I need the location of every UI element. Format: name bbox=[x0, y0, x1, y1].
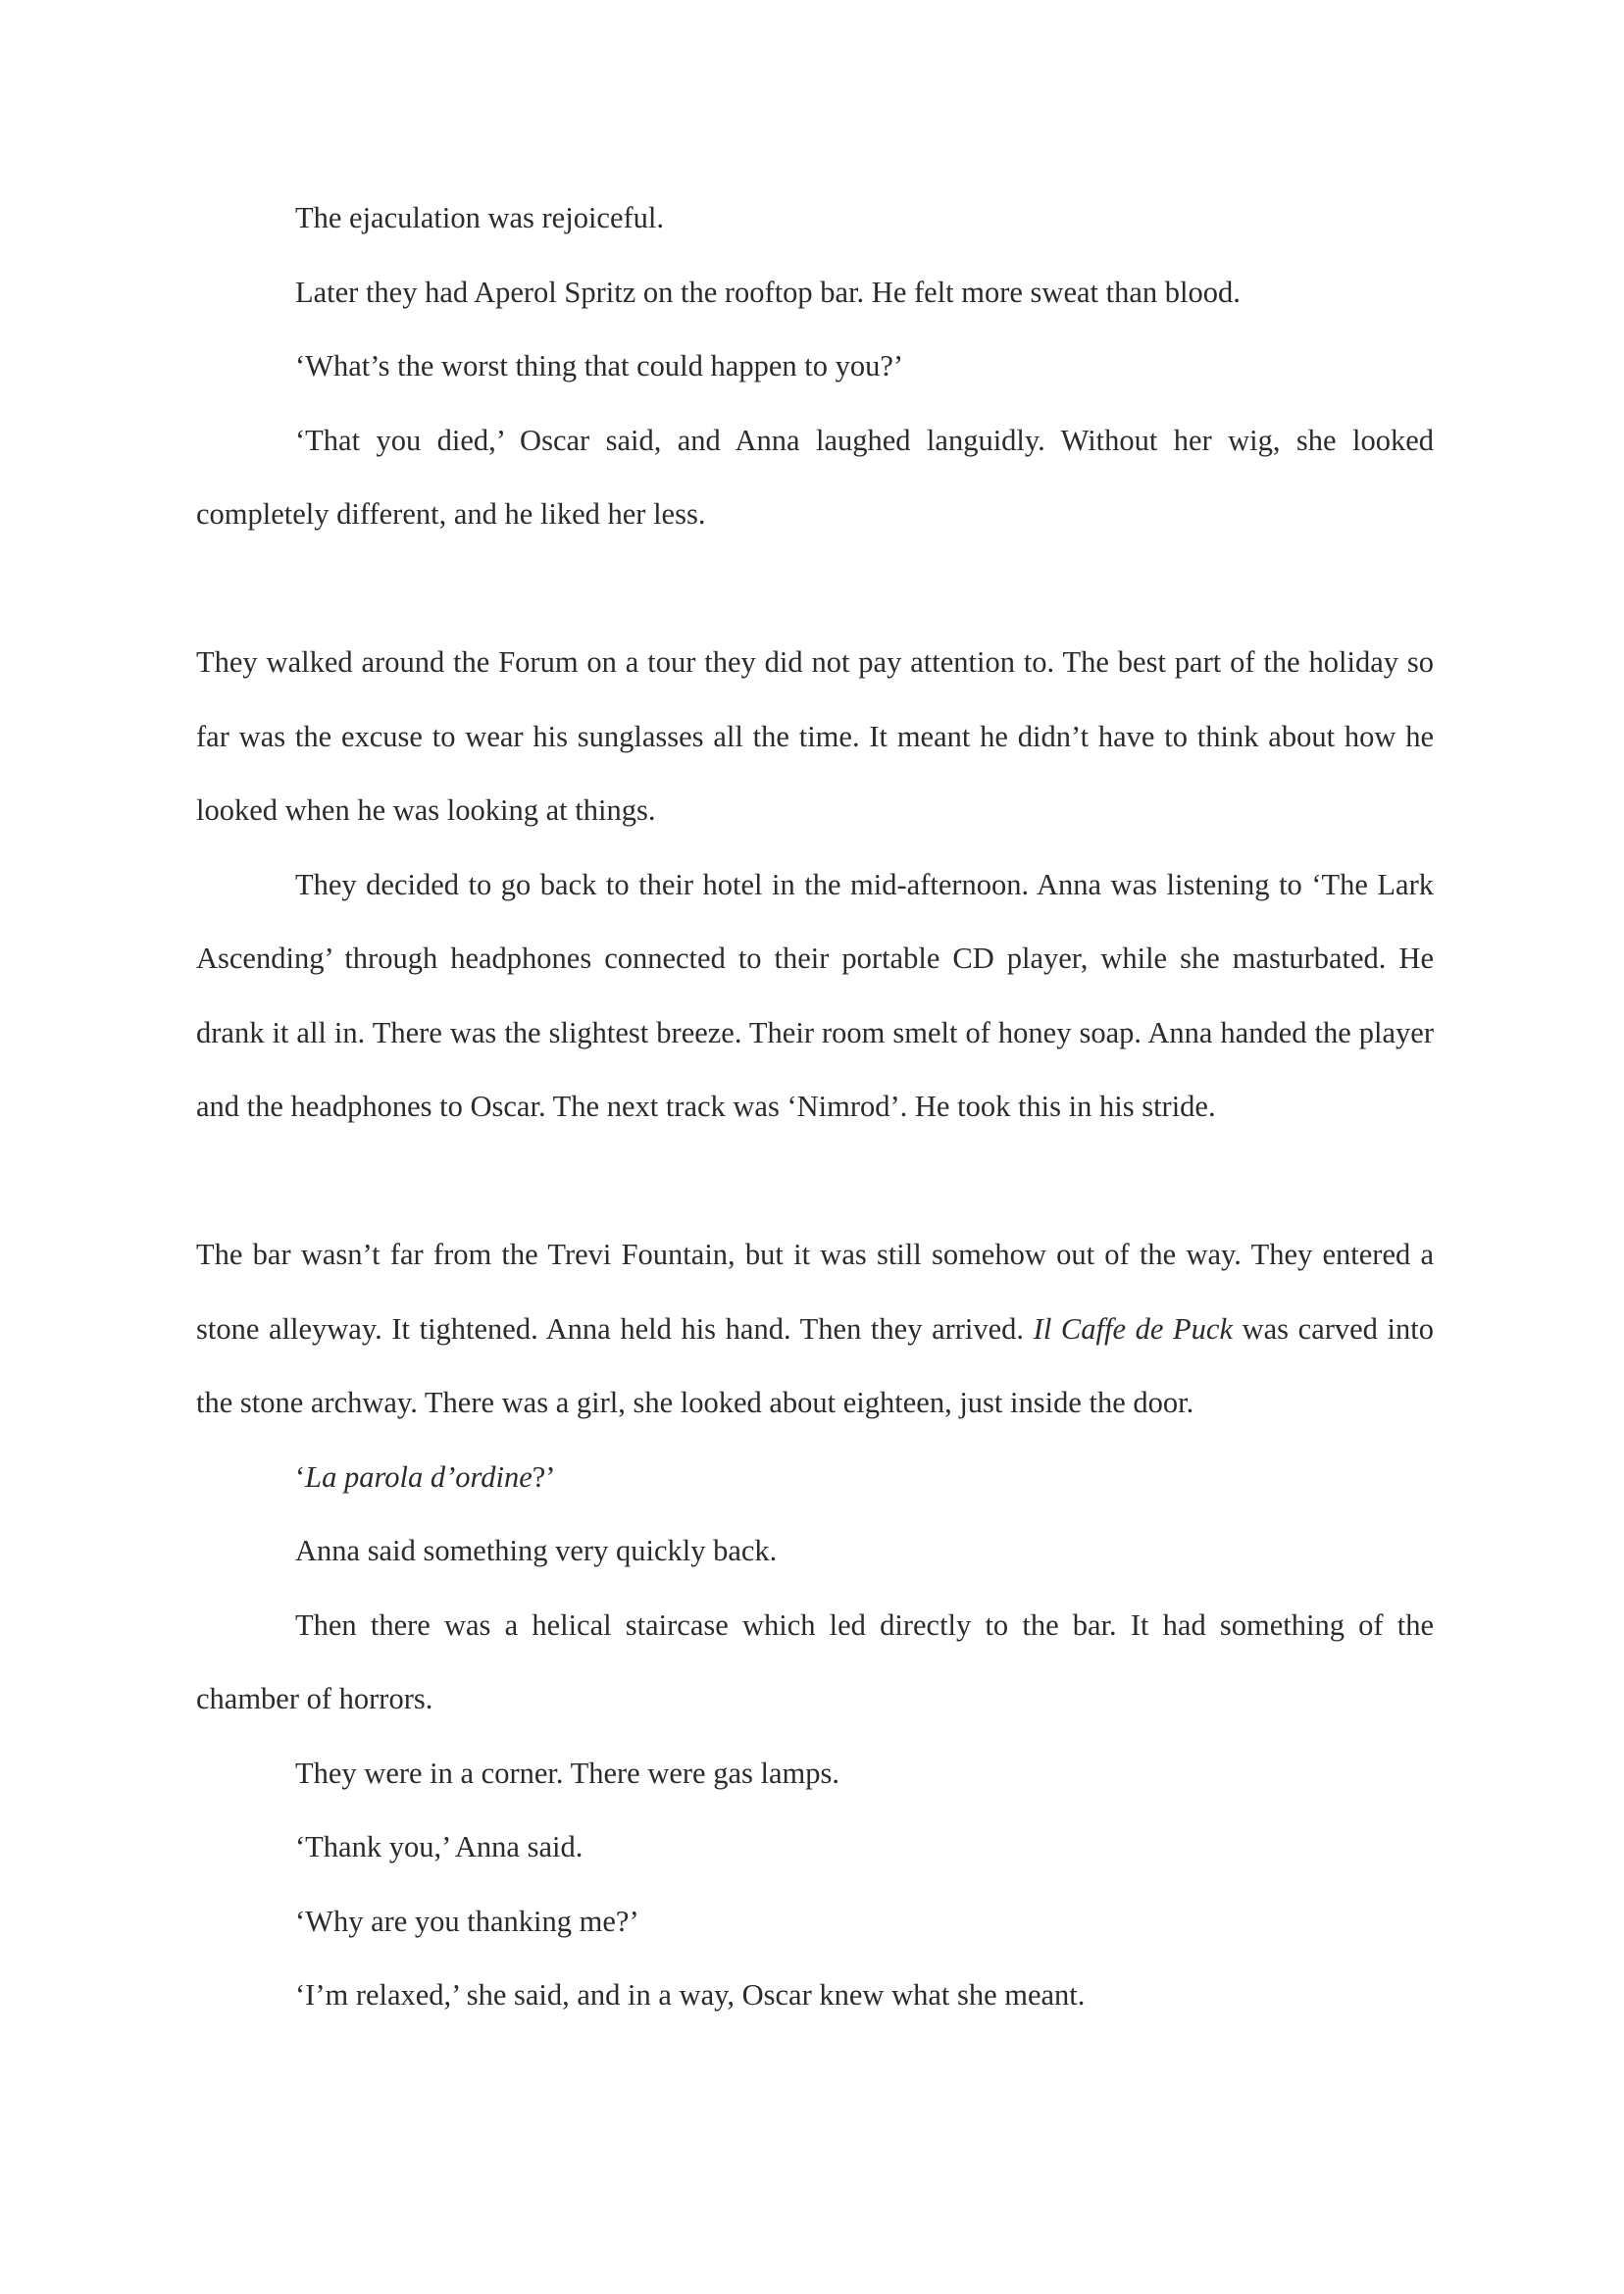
paragraph-trevi-bar bbox=[196, 1218, 1434, 1441]
paragraph-relaxed: ‘I’m relaxed,’ she said, and in a way, Oscar knew what she meant. bbox=[295, 1978, 1086, 2012]
paragraph-aperol-spritz: Later they had Aperol Spritz on the rooftop bar. He felt more sweat than blood. bbox=[295, 275, 1241, 309]
quote-open: ‘ bbox=[295, 1459, 306, 1494]
quote-close: ?’ bbox=[532, 1459, 556, 1494]
paragraph-hotel-afternoon: They decided to go back to their hotel in the mid-afternoon. Anna was listening to ‘The Lark Ascending’ through headphones connected to their portable CD player, while she masturbated. He drank it all in. There was the slightest breeze. Their room smelt of honey soap. Anna handed the player and the headphones to Oscar. The next track was ‘Nimrod’. He took this in his stride. bbox=[196, 867, 1434, 1123]
section-break bbox=[196, 1145, 1434, 1219]
paragraph-forum-tour: They walked around the Forum on a tour they did not pay attention to. The best part of the holiday so far was the excuse to wear his sunglasses all the time. It meant he didn’t have to think about how he looked when he was looking at things. bbox=[196, 645, 1434, 827]
password-italic: La parola d’ordine bbox=[305, 1459, 533, 1494]
paragraph-that-you-died: ‘That you died,’ Oscar said, and Anna laughed languidly. Without her wig, she looked completely different, and he liked her less. bbox=[196, 423, 1434, 531]
paragraph-ejaculation: The ejaculation was rejoiceful. bbox=[295, 201, 664, 234]
text-run: was carved into the stone archway. There was a girl, she looked about eighteen, just inside the door. bbox=[196, 1311, 1434, 1419]
section-break bbox=[196, 552, 1434, 627]
paragraph-anna-reply: Anna said something very quickly back. bbox=[295, 1534, 778, 1567]
paragraph-worst-thing: ‘What’s the worst thing that could happen to you?’ bbox=[295, 349, 904, 382]
manuscript-page bbox=[196, 181, 1434, 2033]
paragraph-why-thanking: ‘Why are you thanking me?’ bbox=[295, 1904, 639, 1938]
paragraph-helical-staircase: Then there was a helical staircase which led directly to the bar. It had something of the chamber of horrors. bbox=[196, 1607, 1434, 1715]
paragraph-thank-you: ‘Thank you,’ Anna said. bbox=[295, 1830, 584, 1863]
text-run: The bar wasn’t far from the Trevi Fountain, but it was still somehow out of the way. They entered a stone alleyway. It tightened. Anna held his hand. Then they arrived. bbox=[196, 1238, 1434, 1346]
paragraph-corner-gas-lamps: They were in a corner. There were gas lamps. bbox=[295, 1756, 839, 1790]
paragraph-password bbox=[196, 1441, 1434, 1515]
bar-name-italic: Il Caffe de Puck bbox=[1033, 1311, 1233, 1346]
